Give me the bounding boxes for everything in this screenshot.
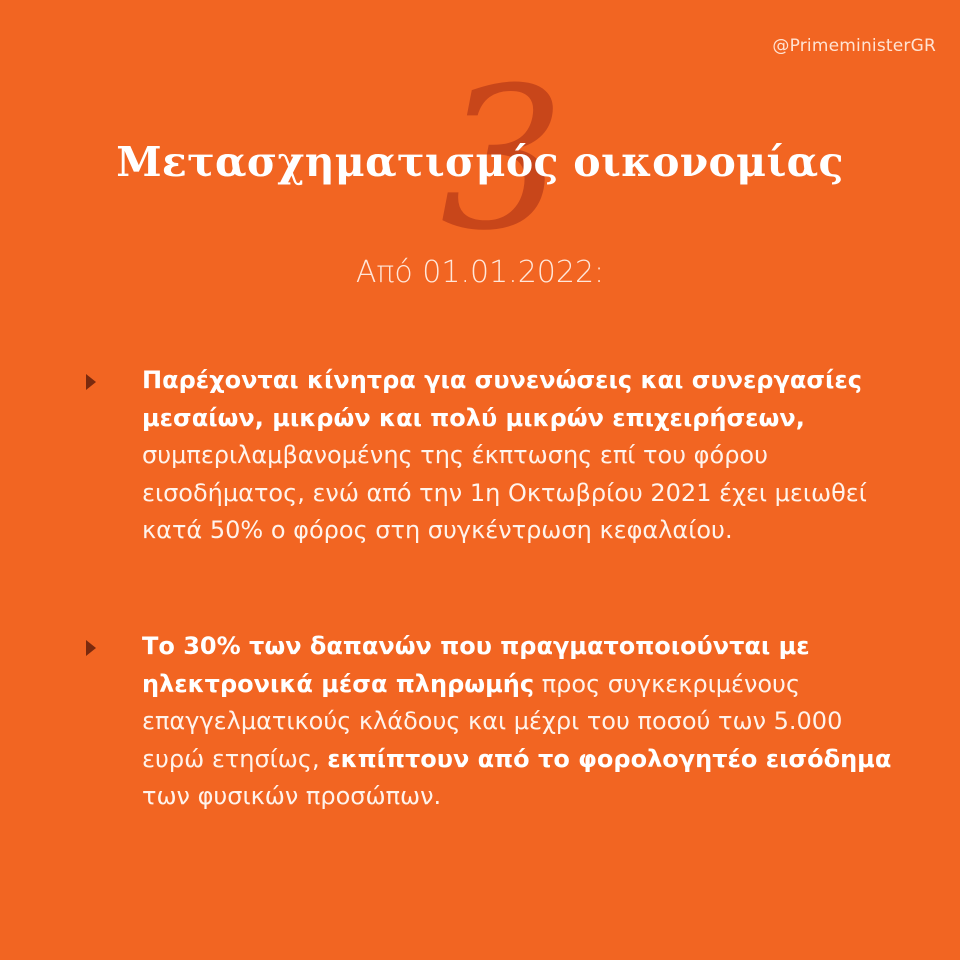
social-handle: @PrimeministerGR	[772, 36, 936, 56]
bullet-regular-text: προς συγκεκριμένους επαγγελματικούς κλάδους και μέχρι του ποσού των 5.000 ευρώ ετησίως,	[142, 669, 843, 773]
bullet-bold-text: Το 30% των δαπανών που πραγματοποιούνται με ηλεκτρονικά μέσα πληρωμής	[142, 632, 810, 698]
bullet-bold-text: Παρέχονται κίνητρα για συνενώσεις και συνεργασίες μεσαίων, μικρών και πολύ μικρών επιχειρήσεων,	[142, 366, 862, 432]
bullet-bold-text: εκπίπτουν από το φορολογητέο εισόδημα	[327, 744, 892, 773]
page-title: Μετασχηματισμός οικονομίας	[116, 138, 844, 186]
bullet-item	[86, 362, 906, 550]
bullet-text	[142, 362, 906, 550]
date-subtitle: Από 01.01.2022:	[355, 255, 605, 290]
bullet-item	[86, 628, 906, 816]
section-number: 3	[440, 46, 565, 274]
bullet-regular-text: των φυσικών προσώπων.	[142, 782, 442, 810]
triangle-bullet-icon	[86, 640, 96, 656]
bullet-text	[142, 628, 906, 816]
bullet-regular-text: συμπεριλαμβανομένης της έκπτωσης επί του φόρου εισοδήματος, ενώ από την 1η Οκτωβρίου 2021 έχει μειωθεί κατά 50% ο φόρος στη συγκέντρωση κεφαλαίου.	[142, 441, 867, 544]
triangle-bullet-icon	[86, 374, 96, 390]
